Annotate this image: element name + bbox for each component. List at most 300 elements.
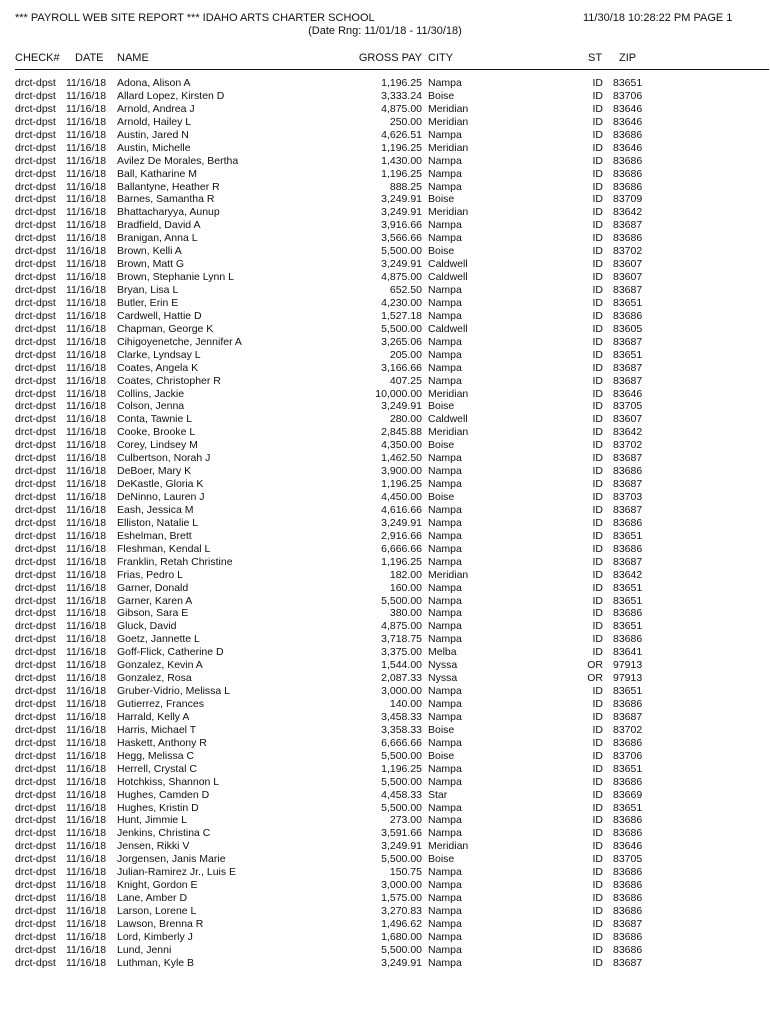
report-datetime-page: 11/30/18 10:28:22 PM PAGE 1: [583, 12, 733, 24]
table-row: [0, 232, 770, 245]
row-city: Nampa: [428, 581, 462, 594]
row-state: ID: [592, 853, 603, 866]
row-city: Nampa: [428, 503, 462, 516]
row-check: drct-dpst: [15, 581, 56, 594]
table-row: [0, 336, 770, 349]
row-city: Nampa: [428, 219, 462, 232]
row-name: Garner, Donald: [117, 581, 189, 594]
row-gross-pay: 1,196.25: [381, 141, 422, 154]
row-state: ID: [592, 943, 603, 956]
table-row: [0, 362, 770, 375]
table-row: [0, 827, 770, 840]
row-gross-pay: 4,230.00: [381, 296, 422, 309]
row-check: drct-dpst: [15, 853, 56, 866]
row-gross-pay: 5,500.00: [381, 322, 422, 335]
row-zip: 83642: [613, 426, 643, 439]
row-city: Nampa: [428, 154, 462, 167]
row-check: drct-dpst: [15, 594, 56, 607]
row-date: 11/16/18: [66, 672, 107, 685]
row-name: Allard Lopez, Kirsten D: [117, 89, 225, 102]
row-zip: 97913: [613, 659, 643, 672]
row-check: drct-dpst: [15, 258, 56, 271]
row-date: 11/16/18: [66, 685, 107, 698]
report-title: *** PAYROLL WEB SITE REPORT *** IDAHO ARTS CHARTER SCHOOL: [15, 12, 375, 24]
row-state: ID: [592, 879, 603, 892]
row-gross-pay: 3,591.66: [381, 827, 422, 840]
row-city: Boise: [428, 491, 455, 503]
row-city: Nampa: [428, 555, 462, 568]
row-zip: 83686: [613, 607, 643, 620]
row-gross-pay: 3,458.33: [381, 710, 422, 723]
table-row: [0, 155, 770, 168]
row-state: ID: [592, 115, 603, 128]
row-check: drct-dpst: [15, 219, 56, 232]
row-date: 11/16/18: [66, 814, 107, 827]
row-city: Caldwell: [428, 413, 468, 426]
row-zip: 83651: [613, 801, 643, 814]
table-row: [0, 129, 770, 142]
row-name: Eash, Jessica M: [117, 503, 194, 516]
row-state: ID: [592, 154, 603, 167]
table-row: [0, 814, 770, 827]
row-zip: 83687: [613, 452, 643, 465]
row-name: Bhattacharyya, Aunup: [117, 206, 220, 219]
row-date: 11/16/18: [66, 439, 107, 452]
row-gross-pay: 4,875.00: [381, 271, 422, 284]
table-row: [0, 659, 770, 672]
row-check: drct-dpst: [15, 167, 56, 180]
row-city: Nampa: [428, 232, 462, 245]
row-zip: 97913: [613, 672, 643, 685]
row-zip: 83686: [613, 827, 643, 840]
row-zip: 83686: [613, 775, 643, 788]
row-state: ID: [592, 710, 603, 723]
row-date: 11/16/18: [66, 581, 107, 594]
row-date: 11/16/18: [66, 374, 107, 387]
row-check: drct-dpst: [15, 956, 56, 969]
table-row: [0, 853, 770, 866]
row-check: drct-dpst: [15, 607, 56, 620]
row-city: Boise: [428, 439, 455, 452]
row-gross-pay: 3,265.06: [381, 335, 422, 348]
table-row: [0, 181, 770, 194]
row-date: 11/16/18: [66, 387, 107, 400]
row-state: ID: [592, 258, 603, 271]
row-gross-pay: 273.00: [389, 814, 422, 827]
row-gross-pay: 250.00: [389, 115, 422, 128]
row-city: Meridian: [428, 141, 469, 154]
row-city: Boise: [428, 853, 455, 866]
row-name: Brown, Matt G: [117, 258, 185, 271]
row-state: ID: [592, 568, 603, 581]
row-city: Nampa: [428, 296, 462, 309]
row-name: Elliston, Natalie L: [117, 516, 199, 529]
row-check: drct-dpst: [15, 102, 56, 115]
row-name: Ballantyne, Heather R: [117, 180, 220, 193]
row-zip: 83686: [613, 154, 643, 167]
table-row: [0, 284, 770, 297]
row-gross-pay: 10,000.00: [375, 387, 422, 400]
row-gross-pay: 3,249.91: [381, 516, 422, 529]
row-date: 11/16/18: [66, 206, 107, 219]
row-city: Nampa: [428, 348, 462, 361]
row-name: Brown, Kelli A: [117, 245, 182, 258]
row-zip: 83686: [613, 633, 643, 646]
row-city: Meridian: [428, 115, 469, 128]
row-state: ID: [592, 413, 603, 426]
row-check: drct-dpst: [15, 115, 56, 128]
row-name: Austin, Michelle: [117, 141, 191, 154]
row-state: ID: [592, 620, 603, 633]
row-date: 11/16/18: [66, 646, 107, 659]
row-gross-pay: 1,680.00: [381, 930, 422, 943]
table-row: [0, 776, 770, 789]
row-date: 11/16/18: [66, 943, 107, 956]
row-date: 11/16/18: [66, 516, 107, 529]
row-state: ID: [592, 736, 603, 749]
row-date: 11/16/18: [66, 620, 107, 633]
row-name: Garner, Karen A: [117, 594, 193, 607]
row-zip: 83702: [613, 439, 643, 452]
row-state: ID: [592, 892, 603, 905]
row-state: OR: [587, 672, 603, 685]
row-state: ID: [592, 788, 603, 801]
row-date: 11/16/18: [66, 956, 107, 969]
row-date: 11/16/18: [66, 465, 107, 478]
table-row: [0, 750, 770, 763]
table-row: [0, 763, 770, 776]
row-state: ID: [592, 348, 603, 361]
row-gross-pay: 3,000.00: [381, 879, 422, 892]
row-gross-pay: 3,249.91: [381, 206, 422, 219]
row-zip: 83651: [613, 529, 643, 542]
table-row: [0, 491, 770, 504]
row-name: DeNinno, Lauren J: [117, 491, 205, 503]
row-date: 11/16/18: [66, 296, 107, 309]
table-row: [0, 866, 770, 879]
row-name: Gonzalez, Rosa: [117, 672, 192, 685]
row-name: Adona, Alison A: [117, 77, 191, 89]
table-row: [0, 400, 770, 413]
row-check: drct-dpst: [15, 322, 56, 335]
row-state: ID: [592, 284, 603, 296]
row-state: ID: [592, 581, 603, 594]
row-zip: 83605: [613, 322, 643, 335]
row-name: Brown, Stephanie Lynn L: [117, 271, 234, 284]
row-state: ID: [592, 478, 603, 491]
row-name: Larson, Lorene L: [117, 905, 197, 917]
row-zip: 83686: [613, 232, 643, 245]
row-gross-pay: 5,500.00: [381, 749, 422, 762]
row-date: 11/16/18: [66, 555, 107, 568]
row-zip: 83706: [613, 89, 643, 102]
row-state: ID: [592, 309, 603, 322]
row-check: drct-dpst: [15, 529, 56, 542]
row-state: ID: [592, 335, 603, 348]
row-check: drct-dpst: [15, 943, 56, 956]
table-row: [0, 168, 770, 181]
row-zip: 83686: [613, 698, 643, 710]
row-check: drct-dpst: [15, 245, 56, 258]
row-check: drct-dpst: [15, 827, 56, 840]
row-city: Nampa: [428, 943, 462, 956]
row-city: Meridian: [428, 102, 469, 115]
row-city: Nampa: [428, 128, 462, 141]
table-row: [0, 879, 770, 892]
table-row: [0, 595, 770, 608]
row-gross-pay: 3,358.33: [381, 723, 422, 736]
row-city: Caldwell: [428, 271, 468, 284]
row-zip: 83686: [613, 542, 643, 555]
row-name: Coates, Angela K: [117, 361, 199, 374]
table-row: [0, 116, 770, 129]
row-name: Barnes, Samantha R: [117, 193, 215, 206]
header-divider: [15, 69, 769, 70]
row-check: drct-dpst: [15, 400, 56, 413]
row-name: Harrald, Kelly A: [117, 710, 190, 723]
row-name: Franklin, Retah Christine: [117, 555, 233, 568]
row-state: ID: [592, 296, 603, 309]
row-zip: 83687: [613, 361, 643, 374]
row-city: Nampa: [428, 814, 462, 827]
row-name: Austin, Jared N: [117, 128, 189, 141]
row-zip: 83607: [613, 413, 643, 426]
row-gross-pay: 4,458.33: [381, 788, 422, 801]
row-state: ID: [592, 271, 603, 284]
row-check: drct-dpst: [15, 452, 56, 465]
row-date: 11/16/18: [66, 905, 107, 917]
row-date: 11/16/18: [66, 322, 107, 335]
row-date: 11/16/18: [66, 245, 107, 258]
row-name: Bryan, Lisa L: [117, 284, 179, 296]
row-zip: 83686: [613, 465, 643, 478]
row-city: Boise: [428, 723, 455, 736]
row-city: Nampa: [428, 633, 462, 646]
row-city: Nampa: [428, 516, 462, 529]
row-name: DeBoer, Mary K: [117, 465, 192, 478]
row-city: Nampa: [428, 452, 462, 465]
row-check: drct-dpst: [15, 206, 56, 219]
row-date: 11/16/18: [66, 400, 107, 413]
row-date: 11/16/18: [66, 827, 107, 840]
table-row: [0, 452, 770, 465]
row-check: drct-dpst: [15, 555, 56, 568]
row-date: 11/16/18: [66, 335, 107, 348]
row-date: 11/16/18: [66, 633, 107, 646]
table-row: [0, 219, 770, 232]
row-check: drct-dpst: [15, 723, 56, 736]
row-state: ID: [592, 930, 603, 943]
row-date: 11/16/18: [66, 736, 107, 749]
row-check: drct-dpst: [15, 77, 56, 89]
row-state: ID: [592, 193, 603, 206]
row-check: drct-dpst: [15, 296, 56, 309]
row-date: 11/16/18: [66, 491, 107, 503]
row-name: Knight, Gordon E: [117, 879, 198, 892]
row-check: drct-dpst: [15, 917, 56, 930]
row-date: 11/16/18: [66, 413, 107, 426]
table-row: [0, 465, 770, 478]
row-zip: 83687: [613, 284, 643, 296]
row-date: 11/16/18: [66, 193, 107, 206]
row-gross-pay: 4,616.66: [381, 503, 422, 516]
table-row: [0, 310, 770, 323]
row-city: Nyssa: [428, 672, 458, 685]
row-check: drct-dpst: [15, 309, 56, 322]
row-zip: 83686: [613, 516, 643, 529]
column-header-check: CHECK#: [15, 52, 60, 64]
table-row: [0, 620, 770, 633]
row-gross-pay: 150.75: [389, 866, 422, 879]
row-city: Nampa: [428, 594, 462, 607]
row-zip: 83687: [613, 503, 643, 516]
row-zip: 83646: [613, 840, 643, 853]
row-gross-pay: 5,500.00: [381, 594, 422, 607]
row-gross-pay: 140.00: [389, 698, 422, 710]
row-name: Eshelman, Brett: [117, 529, 192, 542]
table-row: [0, 478, 770, 491]
row-city: Nampa: [428, 685, 462, 698]
row-name: Hughes, Camden D: [117, 788, 210, 801]
row-check: drct-dpst: [15, 840, 56, 853]
row-gross-pay: 3,249.91: [381, 840, 422, 853]
row-name: Avilez De Morales, Bertha: [117, 154, 239, 167]
row-state: ID: [592, 232, 603, 245]
row-gross-pay: 3,718.75: [381, 633, 422, 646]
row-state: ID: [592, 917, 603, 930]
row-check: drct-dpst: [15, 232, 56, 245]
row-zip: 83686: [613, 866, 643, 879]
row-state: ID: [592, 827, 603, 840]
table-row: [0, 737, 770, 750]
row-city: Boise: [428, 749, 455, 762]
row-zip: 83642: [613, 568, 643, 581]
row-city: Nampa: [428, 736, 462, 749]
row-check: drct-dpst: [15, 814, 56, 827]
row-state: ID: [592, 439, 603, 452]
row-zip: 83702: [613, 245, 643, 258]
row-gross-pay: 6,666.66: [381, 736, 422, 749]
row-gross-pay: 5,500.00: [381, 245, 422, 258]
row-state: ID: [592, 685, 603, 698]
row-zip: 83651: [613, 581, 643, 594]
table-row: [0, 892, 770, 905]
row-gross-pay: 1,527.18: [381, 309, 422, 322]
row-zip: 83709: [613, 193, 643, 206]
row-name: DeKastle, Gloria K: [117, 478, 204, 491]
row-gross-pay: 3,333.24: [381, 89, 422, 102]
row-name: Goetz, Jannette L: [117, 633, 200, 646]
row-date: 11/16/18: [66, 154, 107, 167]
row-city: Nampa: [428, 284, 462, 296]
row-city: Nampa: [428, 801, 462, 814]
row-date: 11/16/18: [66, 180, 107, 193]
table-row: [0, 569, 770, 582]
row-city: Nampa: [428, 361, 462, 374]
row-name: Gibson, Sara E: [117, 607, 189, 620]
row-city: Nampa: [428, 335, 462, 348]
row-date: 11/16/18: [66, 866, 107, 879]
row-date: 11/16/18: [66, 102, 107, 115]
row-gross-pay: 3,916.66: [381, 219, 422, 232]
table-row: [0, 142, 770, 155]
row-state: ID: [592, 814, 603, 827]
row-city: Nampa: [428, 827, 462, 840]
row-zip: 83687: [613, 478, 643, 491]
row-zip: 83687: [613, 710, 643, 723]
row-gross-pay: 2,916.66: [381, 529, 422, 542]
row-gross-pay: 6,666.66: [381, 542, 422, 555]
row-name: Chapman, George K: [117, 322, 214, 335]
row-state: ID: [592, 465, 603, 478]
row-state: ID: [592, 374, 603, 387]
row-name: Frias, Pedro L: [117, 568, 183, 581]
row-gross-pay: 5,500.00: [381, 853, 422, 866]
row-date: 11/16/18: [66, 659, 107, 672]
row-city: Meridian: [428, 840, 469, 853]
row-name: Clarke, Lyndsay L: [117, 348, 201, 361]
table-row: [0, 646, 770, 659]
row-name: Fleshman, Kendal L: [117, 542, 211, 555]
row-date: 11/16/18: [66, 503, 107, 516]
row-gross-pay: 1,196.25: [381, 167, 422, 180]
row-name: Lund, Jenni: [117, 943, 172, 956]
row-gross-pay: 3,000.00: [381, 685, 422, 698]
row-city: Nampa: [428, 879, 462, 892]
row-date: 11/16/18: [66, 89, 107, 102]
row-name: Gluck, David: [117, 620, 177, 633]
row-check: drct-dpst: [15, 284, 56, 296]
table-row: [0, 245, 770, 258]
row-state: ID: [592, 128, 603, 141]
row-name: Hughes, Kristin D: [117, 801, 199, 814]
row-date: 11/16/18: [66, 478, 107, 491]
column-header-st: ST: [588, 52, 603, 64]
row-zip: 83651: [613, 762, 643, 775]
row-check: drct-dpst: [15, 154, 56, 167]
row-state: ID: [592, 426, 603, 439]
row-zip: 83686: [613, 930, 643, 943]
row-date: 11/16/18: [66, 607, 107, 620]
row-zip: 83687: [613, 374, 643, 387]
row-date: 11/16/18: [66, 762, 107, 775]
row-check: drct-dpst: [15, 633, 56, 646]
row-zip: 83686: [613, 879, 643, 892]
row-zip: 83705: [613, 400, 643, 413]
row-city: Nampa: [428, 180, 462, 193]
row-gross-pay: 3,249.91: [381, 400, 422, 413]
row-state: ID: [592, 219, 603, 232]
row-state: ID: [592, 633, 603, 646]
row-name: Cooke, Brooke L: [117, 426, 196, 439]
row-name: Coates, Christopher R: [117, 374, 221, 387]
row-state: ID: [592, 361, 603, 374]
row-name: Culbertson, Norah J: [117, 452, 211, 465]
row-city: Boise: [428, 89, 455, 102]
row-date: 11/16/18: [66, 775, 107, 788]
row-check: drct-dpst: [15, 465, 56, 478]
row-name: Gonzalez, Kevin A: [117, 659, 203, 672]
row-date: 11/16/18: [66, 529, 107, 542]
row-check: drct-dpst: [15, 478, 56, 491]
row-state: ID: [592, 749, 603, 762]
row-name: Jenkins, Christina C: [117, 827, 211, 840]
row-name: Luthman, Kyle B: [117, 956, 195, 969]
row-zip: 83646: [613, 387, 643, 400]
row-state: ID: [592, 698, 603, 710]
row-gross-pay: 5,500.00: [381, 801, 422, 814]
row-zip: 83686: [613, 814, 643, 827]
